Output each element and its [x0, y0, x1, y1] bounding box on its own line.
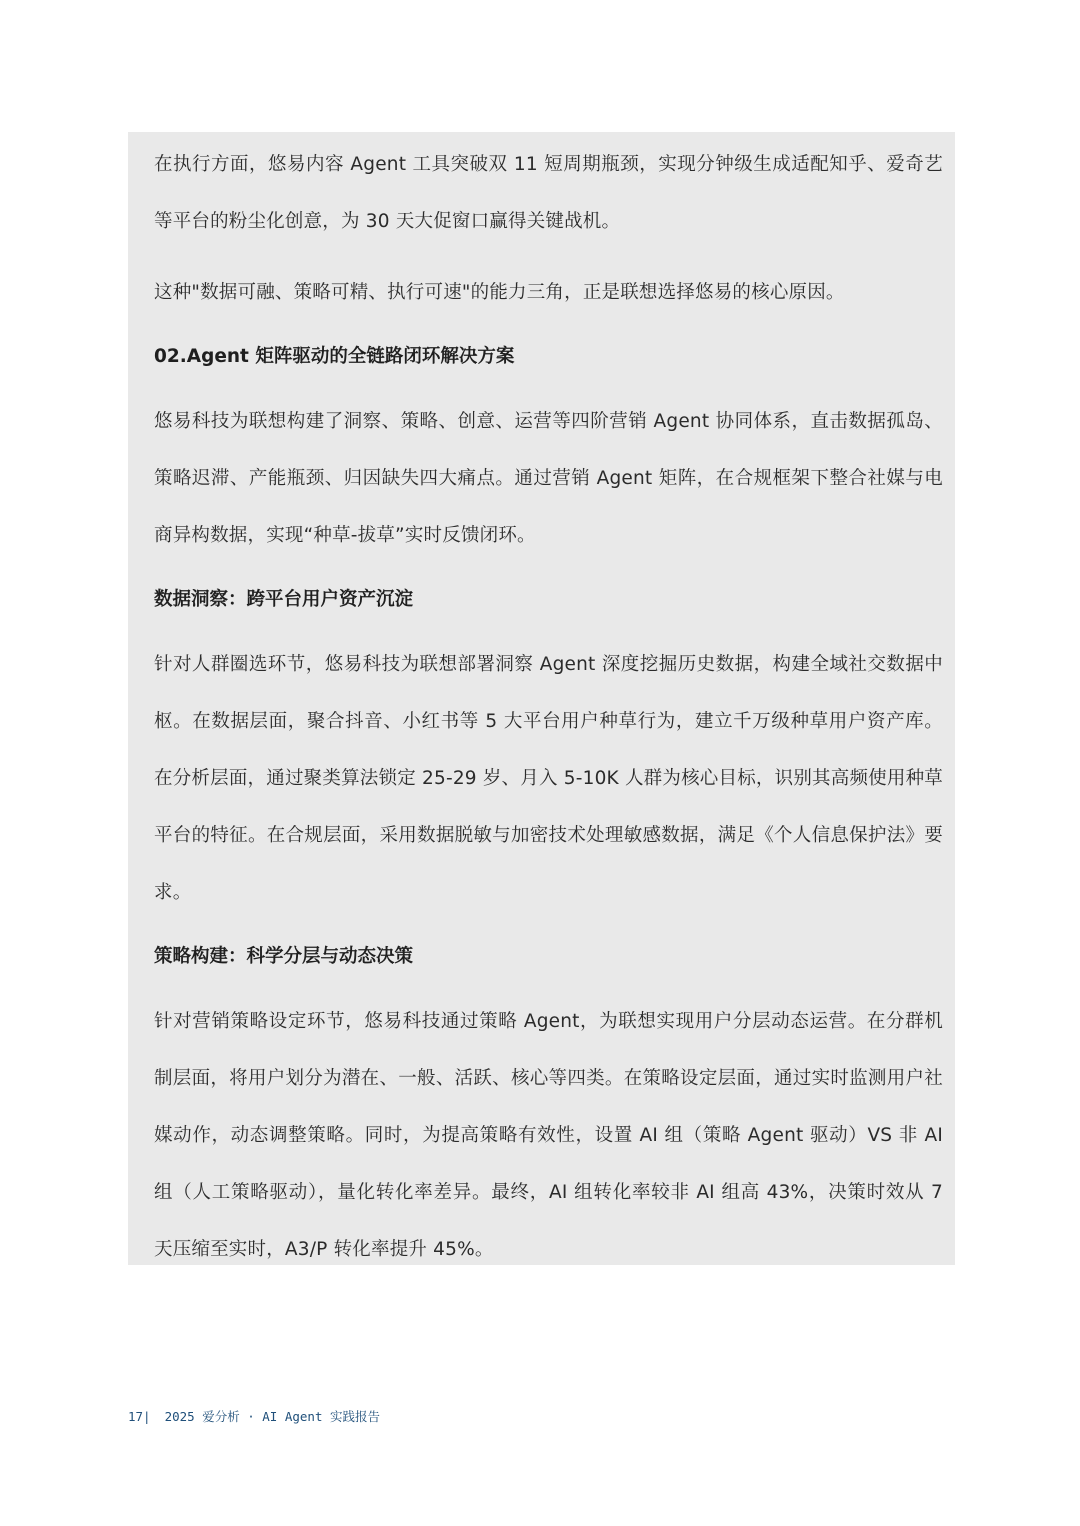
subheading-strategy: 策略构建：科学分层与动态决策 [154, 946, 414, 967]
page-number: 17| [128, 1408, 151, 1424]
subheading-data-insight: 数据洞察：跨平台用户资产沉淀 [154, 589, 414, 610]
page-footer [128, 1407, 380, 1425]
paragraph-strategy: 针对营销策略设定环节，悠易科技通过策略 Agent，为联想实现用户分层动态运营。在分群机制层面，将用户划分为潜在、一般、活跃、核心等四类。在策略设定层面，通过实时监测用户社媒动作，动态调整策略。同时，为提高策略有效性，设置 AI 组（策略 Agent 驱动）VS 非 AI 组（人工策略驱动），量化转化率差异。最终，AI 组转化率较非 AI 组高 43%，决策时效从 7 天压缩至实时，A3/P 转化率提升 45%。 [154, 1011, 943, 1260]
paragraph-execution: 在执行方面，悠易内容 Agent 工具突破双 11 短周期瓶颈，实现分钟级生成适配知乎、爱奇艺等平台的粉尘化创意，为 30 天大促窗口赢得关键战机。 [154, 154, 943, 232]
section-heading-solution: 02.Agent 矩阵驱动的全链路闭环解决方案 [154, 346, 515, 367]
paragraph-data-insight: 针对人群圈选环节，悠易科技为联想部署洞察 Agent 深度挖掘历史数据，构建全域社交数据中枢。在数据层面，聚合抖音、小红书等 5 大平台用户种草行为，建立千万级种草用户资产库。在分析层面，通过聚类算法锁定 25-29 岁、月入 5-10K 人群为核心目标，识别其高频使用种草平台的特征。在合规层面，采用数据脱敏与加密技术处理敏感数据，满足《个人信息保护法》要求。 [154, 654, 943, 903]
report-title: 2025 爱分析 · AI Agent 实践报告 [164, 1409, 381, 1424]
paragraph-agent-system: 悠易科技为联想构建了洞察、策略、创意、运营等四阶营销 Agent 协同体系，直击数据孤岛、策略迟滞、产能瓶颈、归因缺失四大痛点。通过营销 Agent 矩阵，在合规框架下整合社媒与电商异构数据，实现“种草-拔草”实时反馈闭环。 [154, 411, 943, 546]
paragraph-capability-triangle: 这种"数据可融、策略可精、执行可速"的能力三角，正是联想选择悠易的核心原因。 [154, 282, 845, 303]
content-box [128, 132, 955, 1265]
